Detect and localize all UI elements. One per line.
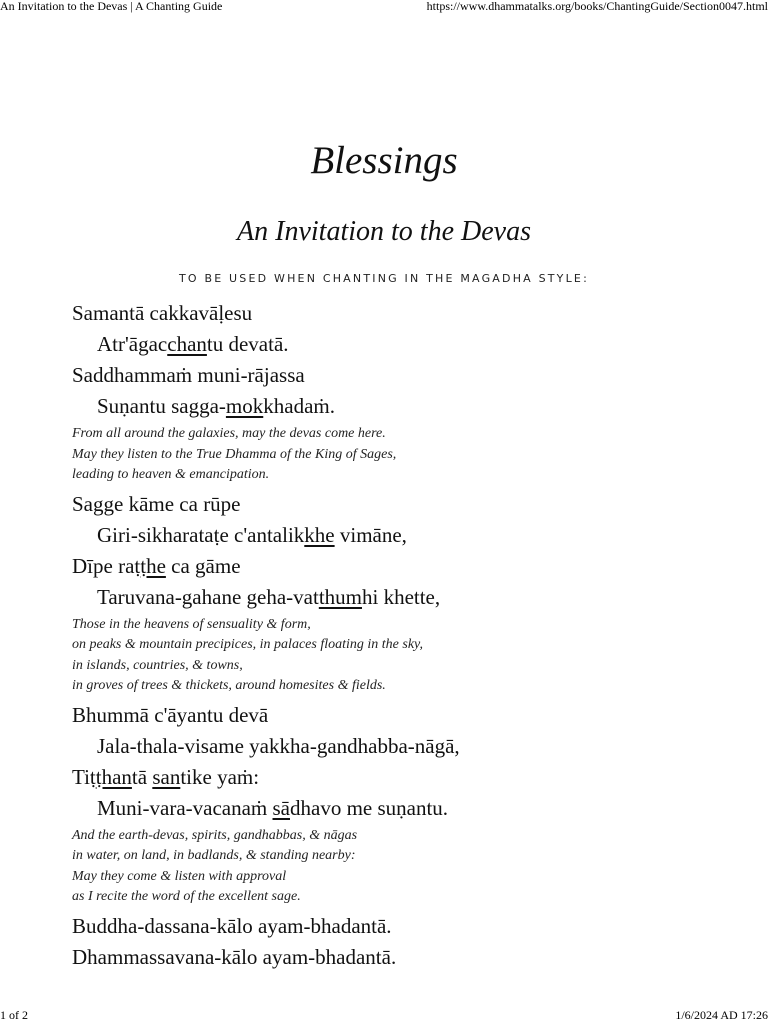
pali-line: Samantā cakkavāḷesu [72,301,253,325]
translation-line: leading to heaven & emancipation. [72,467,270,482]
translation-line: From all around the galaxies, may the devas come here. [72,426,386,441]
translation [72,826,752,908]
page-title: Blessings [310,139,458,182]
translation [72,615,752,697]
stress-underline: chan [167,332,207,356]
stress-underline: khe [304,522,335,547]
translation-line: in groves of trees & thickets, around homesites & fields. [72,678,386,693]
pali-line: Jala-thala-visame yakkha-gandhabba-nāgā, [97,733,460,758]
print-footer [0,1010,768,1024]
pali-line: Taruvana-gahane geha-vatthumhi khette, [97,584,441,609]
chanting-style-note: TO BE USED WHEN CHANTING IN THE MAGADHA STYLE: [178,272,589,285]
pali-line: Atr'āgacchantu devatā. [97,332,289,356]
stress-underline: ṭhe [140,553,166,578]
print-datetime: 1/6/2024 AD 17:26 [675,1008,768,1022]
pali-line: Dīpe raṭṭhe ca gāme [72,553,241,578]
pali-line: Saddhammaṁ muni-rājassa [72,363,305,387]
stress-underline: ṭhan [95,764,132,789]
pali-line: Bhummā c'āyantu devā [72,702,269,727]
pali-line: Sagge kāme ca rūpe [72,491,241,516]
pali-line: Giri-sikharataṭe c'antalikkhe vimāne, [97,522,407,547]
translation-line: in islands, countries, & towns, [72,657,243,673]
stress-underline: thum [318,584,362,609]
print-url[interactable]: https://www.dhammatalks.org/books/ChantingGuide/Section0047.html [426,0,768,13]
print-header [0,0,768,14]
stress-underline: san [152,764,181,789]
translation-line: And the earth-devas, spirits, gandhabbas, & nāgas [72,827,358,843]
translation-line: Those in the heavens of sensuality & form, [72,616,311,632]
translation-line: May they listen to the True Dhamma of the King of Sages, [72,446,397,462]
pali-line: Muni-vara-vacanaṁ sādhavo me suṇantu. [97,795,449,820]
pali-line: Suṇantu sagga-mokkhadaṁ. [97,394,335,418]
print-page-title: An Invitation to the Devas | A Chanting Guide [0,0,223,13]
section-title: An Invitation to the Devas [237,216,531,247]
stress-underline: mok [225,394,264,418]
translation-line: on peaks & mountain precipices, in palaces floating in the sky, [72,637,423,652]
chant-content [72,298,752,973]
translation-line: as I recite the word of the excellent sage. [72,889,301,904]
translation [72,424,752,486]
pali-line: Dhammassavana-kālo ayam-bhadantā. [72,944,397,969]
translation-line: May they come & listen with approval [72,868,287,884]
pali-line: Buddha-dassana-kālo ayam-bhadantā. [72,913,392,938]
page-count: 1 of 2 [0,1008,28,1022]
pali-line: Tiṭṭhantā santike yaṁ: [72,764,260,789]
stress-underline: sā [272,795,290,820]
translation-line: in water, on land, in badlands, & standing nearby: [72,848,356,863]
